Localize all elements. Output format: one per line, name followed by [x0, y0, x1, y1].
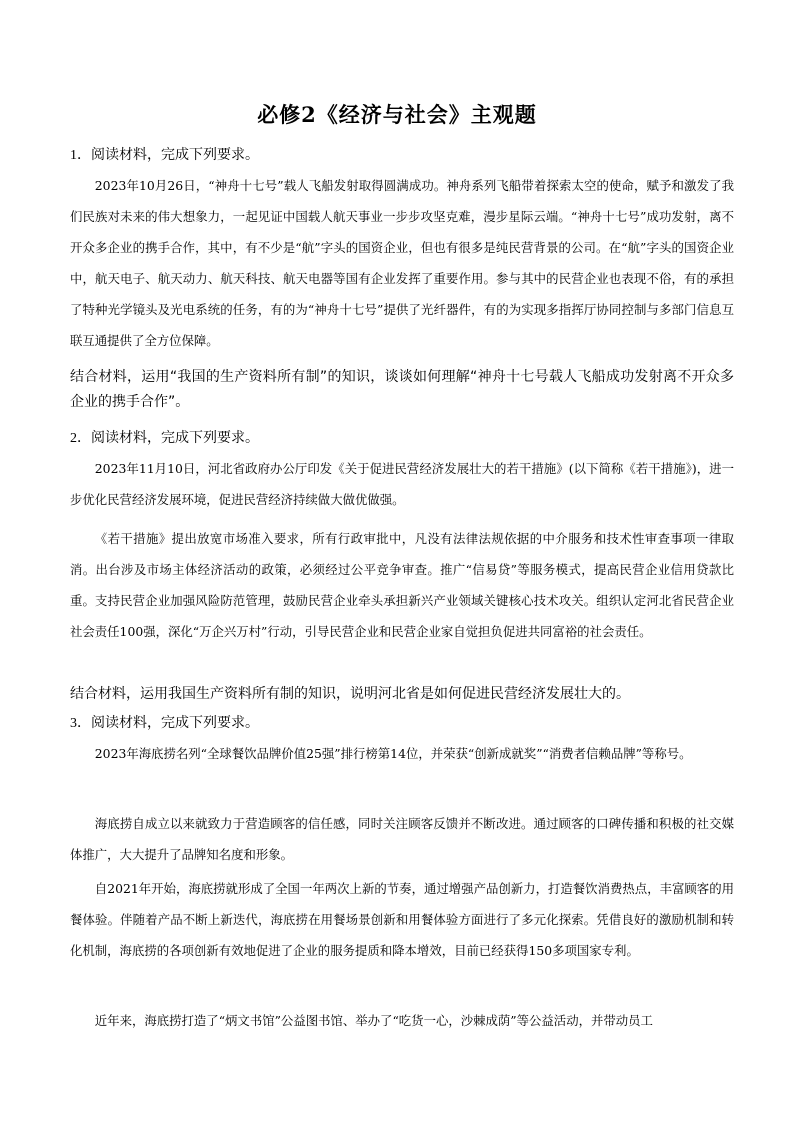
question-3-material-3: 自2021年开始，海底捞就形成了全国一年两次上新的节奏，通过增强产品创新力，打造餐饮消费热点，丰富顾客的用餐体验。伴随着产品不断上新迭代，海底捞在用餐场景创新和用餐体验方面进行了多元化探索。凭借良好的激励机制和转化机制，海底捞的各项创新有效地促进了企业的服务提质和降本增效，目前已经获得150多项国家专利。: [70, 881, 734, 958]
question-3-material-4: 近年来，海底捞打造了“炳文书馆”公益图书馆、举办了“吃货一心，沙棘成荫”等公益活动，并带动员工: [94, 1013, 653, 1028]
question-1-requirement: 结合材料，运用“我国的生产资料所有制”的知识，谈谈如何理解“神舟十七号载人飞船成功发射离不开众多企业的携手合作”。: [70, 369, 734, 410]
question-3-material-2: 海底捞自成立以来就致力于营造顾客的信任感，同时关注顾客反馈并不断改进。通过顾客的口碑传播和积极的社交媒体推广，大大提升了品牌知名度和形象。: [70, 816, 734, 862]
question-2-heading: 2．阅读材料，完成下列要求。: [70, 431, 259, 446]
question-1-material: 2023年10月26日，“神舟十七号”载人飞船发射取得圆满成功。神舟系列飞船带着探索太空的使命，赋予和激发了我们民族对未来的伟大想象力，一起见证中国载人航天事业一步步攻坚克难，漫步星际云端。“神舟十七号”成功发射，离不开众多企业的携手合作，其中，有不少是“航”字头的国资企业，但也有很多是纯民营背景的公司。在“航”字头的国资企业中，航天电子、航天动力、航天科技、航天电器等国有企业发挥了重要作用。参与其中的民营企业也表现不俗，有的承担了特种光学镜头及光电系统的任务，有的为“神舟十七号”提供了光纤器件，有的为实现多指挥厅协同控制与多部门信息互联互通提供了全方位保障。: [70, 178, 734, 348]
question-3-heading: 3．阅读材料，完成下列要求。: [70, 716, 259, 731]
question-3-material-1: 2023年海底捞名列“全球餐饮品牌价值25强”排行榜第14位，并荣获“创新成就奖”“消费者信赖品牌”等称号。: [94, 746, 692, 761]
question-2-requirement: 结合材料，运用我国生产资料所有制的知识，说明河北省是如何促进民营经济发展壮大的。: [70, 686, 630, 702]
page-title: 必修2《经济与社会》主观题: [257, 102, 537, 127]
question-2-material-2: 《若干措施》提出放宽市场准入要求，所有行政审批中，凡没有法律法规依据的中介服务和技术性审查事项一律取消。出台涉及市场主体经济活动的政策，必须经过公平竞争审查。推广“信易贷”等服务模式，提高民营企业信用贷款比重。支持民营企业加强风险防范管理，鼓励民营企业牵头承担新兴产业领域关键核心技术攻关。组织认定河北省民营企业社会责任100强，深化“万企兴万村”行动，引导民营企业和民营企业家自觉担负促进共同富裕的社会责任。: [70, 531, 734, 639]
question-1-heading: 1．阅读材料，完成下列要求。: [70, 148, 259, 163]
question-2-material-1: 2023年11月10日，河北省政府办公厅印发《关于促进民营经济发展壮大的若干措施》(以下简称《若干措施》)，进一步优化民营经济发展环境，促进民营经济持续做大做优做强。: [70, 461, 734, 507]
